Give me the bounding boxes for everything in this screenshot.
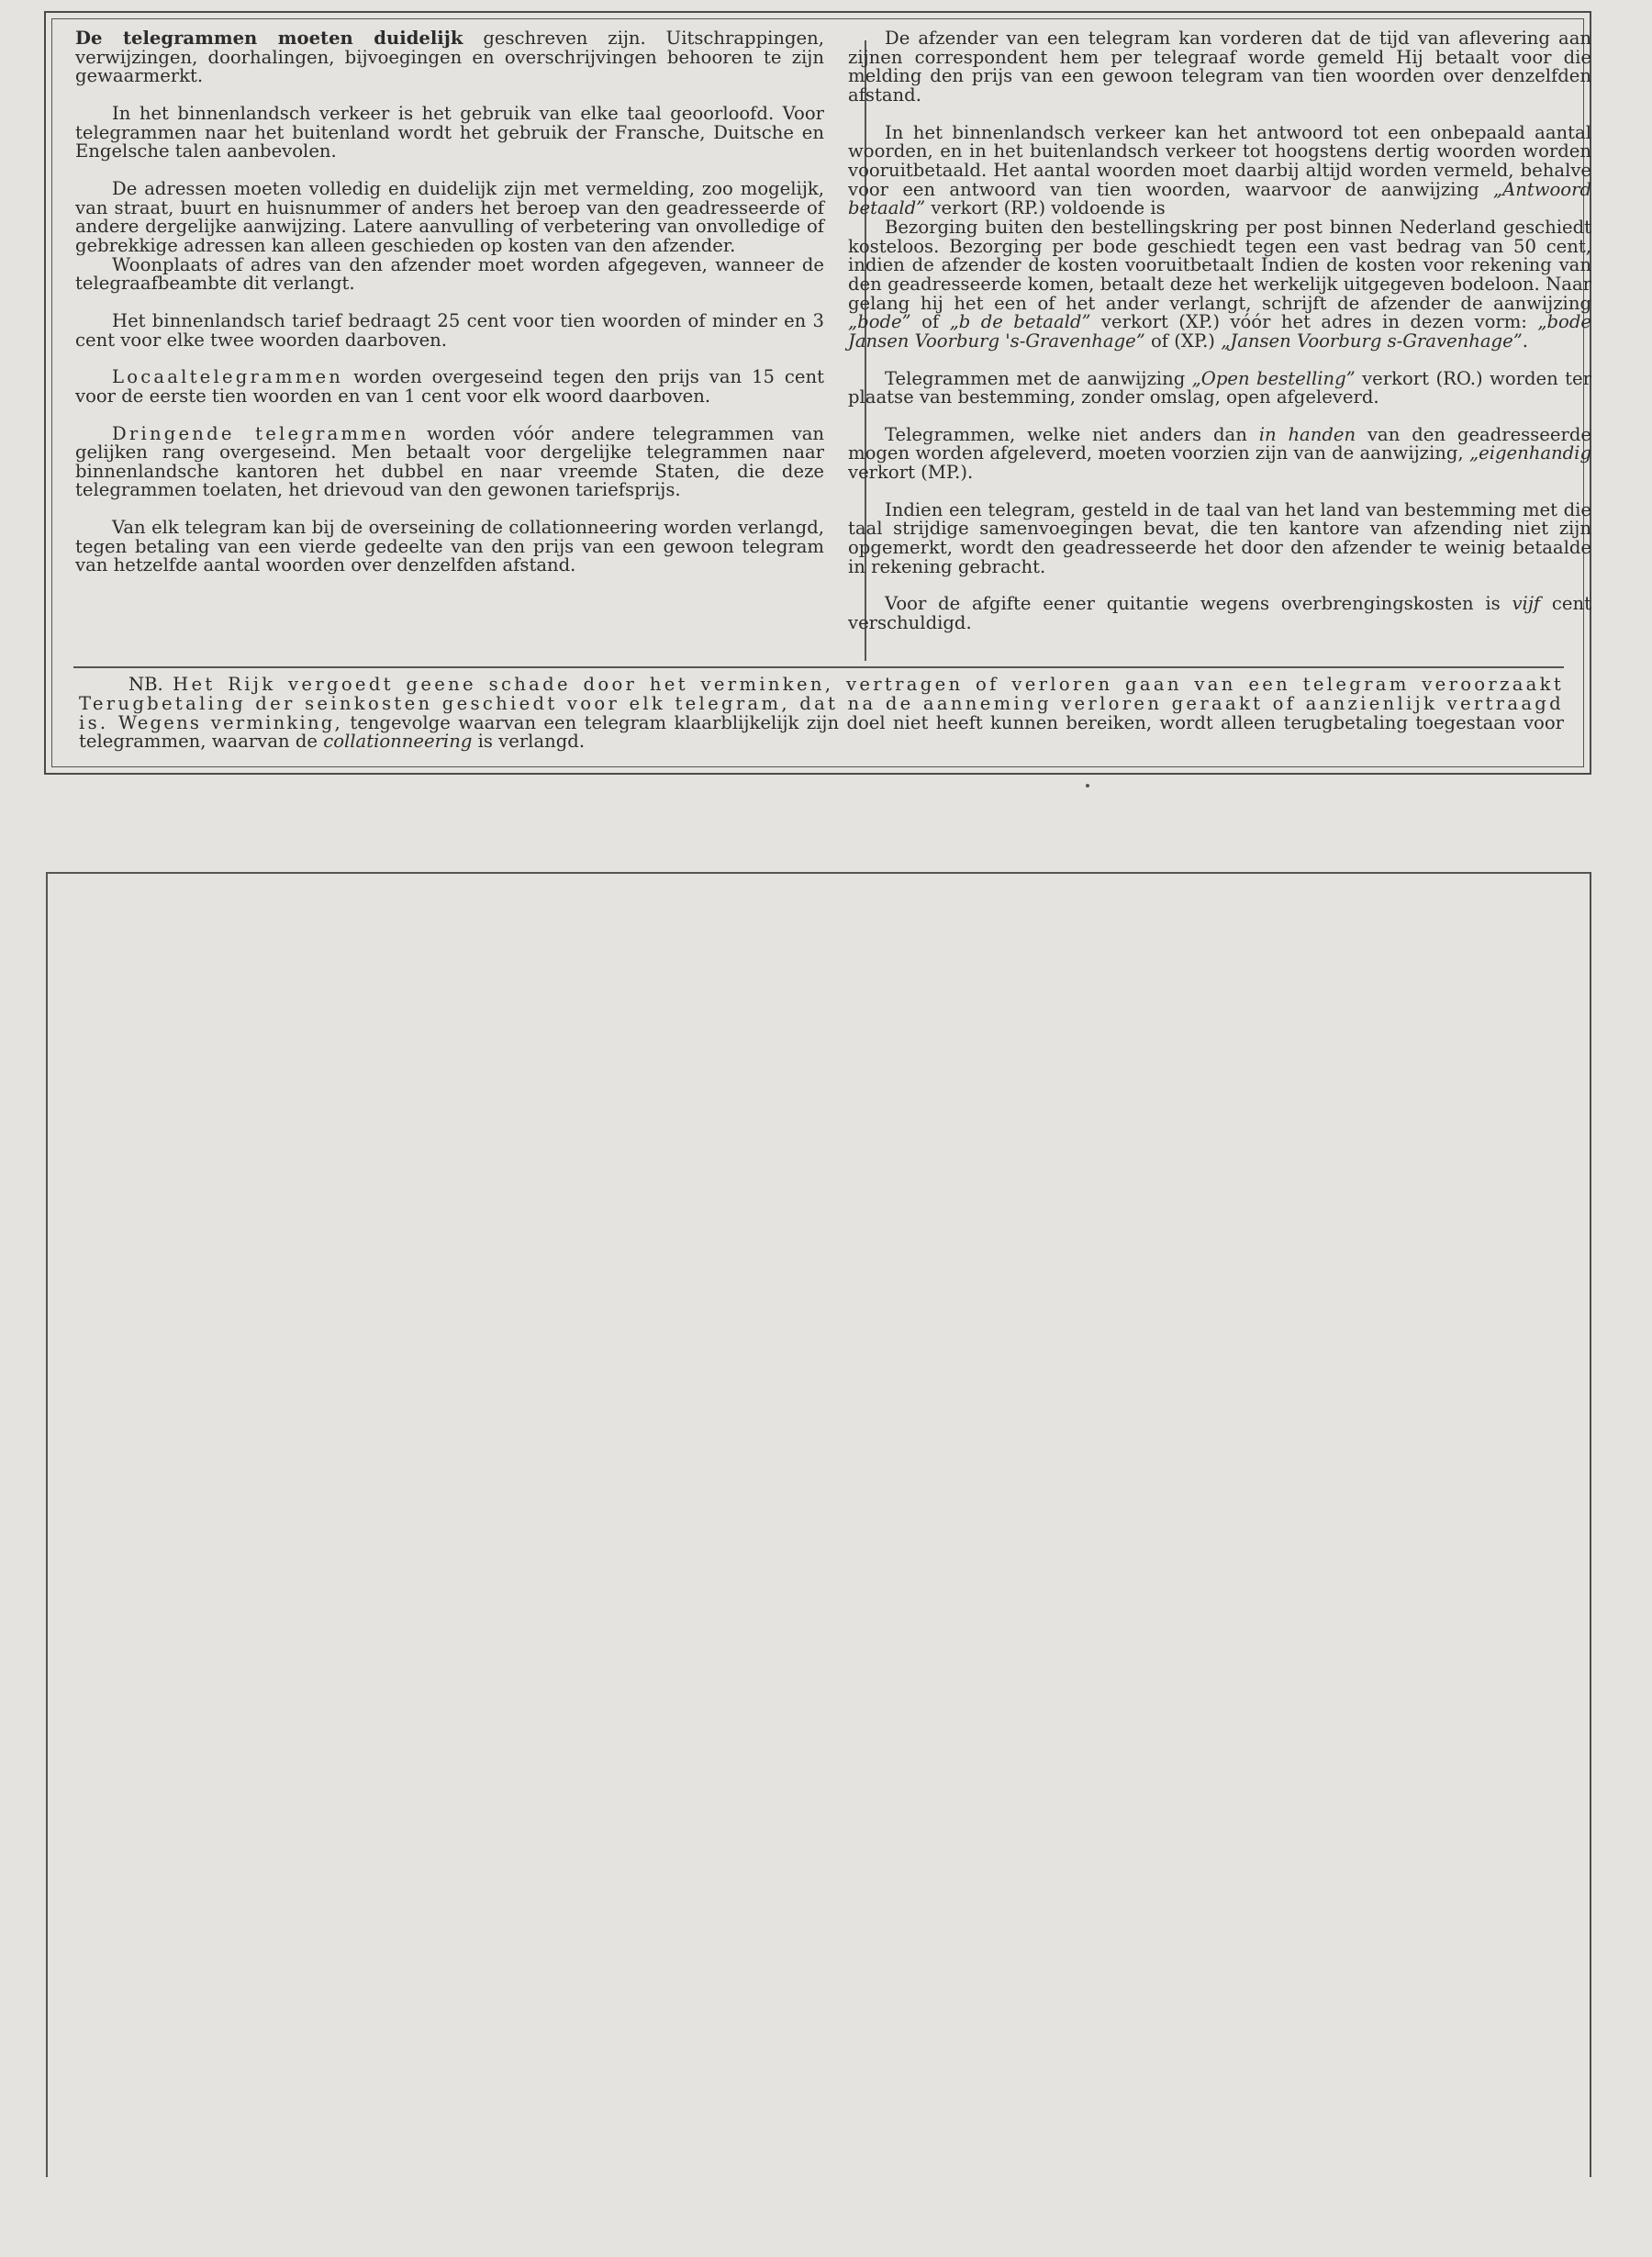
left-paragraph-5: Locaaltelegrammen worden overgeseind tegen den prijs van 15 cent voor de eerste tien woorden en van 1 cent voor elk woord daarboven.	[75, 366, 824, 407]
nb-footnote	[79, 676, 1564, 752]
ink-speck	[1086, 784, 1089, 788]
left-paragraph-1: De telegrammen moeten duidelijk geschreven zijn. Uitschrappingen, verwijzingen, doorhalingen, bijvoegingen en overschrijvingen behooren te zijn gewaarmerkt.	[75, 28, 824, 87]
left-paragraph-6: Dringende telegrammen worden vóór andere telegrammen van gelijken rang overgeseind. Men betaalt voor dergelijke telegrammen naar binnenlandsche kantoren het dubbel en naar vreemde Staten, die deze telegrammen toelaten, het drievoud van den gewonen tariefsprijs.	[75, 422, 824, 501]
right-paragraph-6: Indien een telegram, gesteld in de taal van het land van bestemming met die taal strijdige samenvoegingen bevat, die ten kantore van afzending niet zijn opgemerkt, wordt den geadresseerde het door den afzender te weinig betaalde in rekening gebracht.	[848, 498, 1591, 577]
left-column	[75, 29, 824, 594]
right-paragraph-4: Telegrammen met de aanwijzing „Open bestelling” verkort (RO.) worden ter plaatse van bestemming, zonder omslag, open afgeleverd.	[848, 367, 1591, 408]
blank-frame-panel	[46, 872, 1591, 2177]
right-column	[848, 29, 1591, 652]
left-paragraph-4: Het binnenlandsch tarief bedraagt 25 cent voor tien woorden of minder en 3 cent voor elke twee woorden daarboven.	[75, 309, 824, 351]
left-paragraph-2: In het binnenlandsch verkeer is het gebruik van elke taal geoorloofd. Voor telegrammen naar het buitenland wordt het gebruik der Fransche, Duitsche en Engelsche talen aanbevolen.	[75, 102, 824, 162]
left-paragraph-3b: Woonplaats of adres van den afzender moet worden afgegeven, wanneer de telegraafbeambte dit verlangt.	[75, 253, 824, 295]
nb-text: NB. Het Rijk vergoedt geene schade door het verminken, vertragen of verloren gaan van een telegram veroorzaakt Terugbetaling der seinkosten geschiedt voor elk telegram, dat na de aanneming verloren geraakt of aanzienlijk vertraagd is. Wegens verminking, tengevolge waarvan een telegram klaarblijkelijk zijn doel niet heeft kunnen bereiken, wordt alleen terugbetaling toegestaan voor telegrammen, waarvan de collationneering is verlangd.	[79, 674, 1564, 753]
left-paragraph-3a: De adressen moeten volledig en duidelijk zijn met vermelding, zoo mogelijk, van straat, buurt en huisnummer of anders het beroep van den geadresseerde of andere dergelijke aanwijzing. Latere aanvulling of verbetering van onvolledige of gebrekkige adressen kan alleen geschieden op kosten van den afzender.	[75, 177, 824, 256]
telegram-regulations-panel	[44, 11, 1591, 775]
nb-separator-rule	[73, 666, 1564, 668]
right-paragraph-5: Telegrammen, welke niet anders dan in handen van den geadresseerde mogen worden afgeleverd, moeten voorzien zijn van de aanwijzing, „eigenhandig verkort (MP.).	[848, 423, 1591, 484]
left-paragraph-7: Van elk telegram kan bij de overseining de collationneering worden verlangd, tegen betaling van een vierde gedeelte van den prijs van een gewoon telegram van hetzelfde aantal woorden over denzelfden afstand.	[75, 517, 824, 576]
bold-lead: De telegrammen moeten duidelijk	[75, 28, 463, 49]
right-paragraph-1: De afzender van een telegram kan vorderen dat de tijd van aflevering aan zijnen correspondent hem per telegraaf worde gemeld Hij betaalt voor die melding den prijs van een gewoon telegram van tien woorden over denzelfden afstand.	[848, 28, 1591, 106]
right-paragraph-7: Voor de afgifte eener quitantie wegens overbrengingskosten is vijf cent verschuldigd.	[848, 593, 1591, 634]
right-paragraph-3: Bezorging buiten den bestellingskring per post binnen Nederland geschiedt kosteloos. Bezorging per bode geschiedt tegen een vast bedrag van 50 cent, indien de afzender de kosten vooruitbetaalt Indien de kosten voor rekening van den geadresseerde komen, betaalt deze het werkelijk uitgegeven bodeloon. Naar gelang hij het een of het ander verlangt, schrijft de afzender de aanwijzing „bode” of „b de betaald” verkort (XP.) vóór het adres in dezen vorm: „bode Jansen Voorburg 's-Gravenhage” of (XP.) „Jansen Voorburg s-Gravenhage”.	[848, 216, 1591, 352]
right-paragraph-2: In het binnenlandsch verkeer kan het antwoord tot een onbepaald aantal woorden, en in het buitenlandsch verkeer tot hoogstens dertig woorden worden vooruitbetaald. Het aantal woorden moet daarbij altijd worden vermeld, behalve voor een antwoord van tien woorden, waarvoor de aanwijzing „Antwoord betaald” verkort (RP.) voldoende is	[848, 121, 1591, 219]
